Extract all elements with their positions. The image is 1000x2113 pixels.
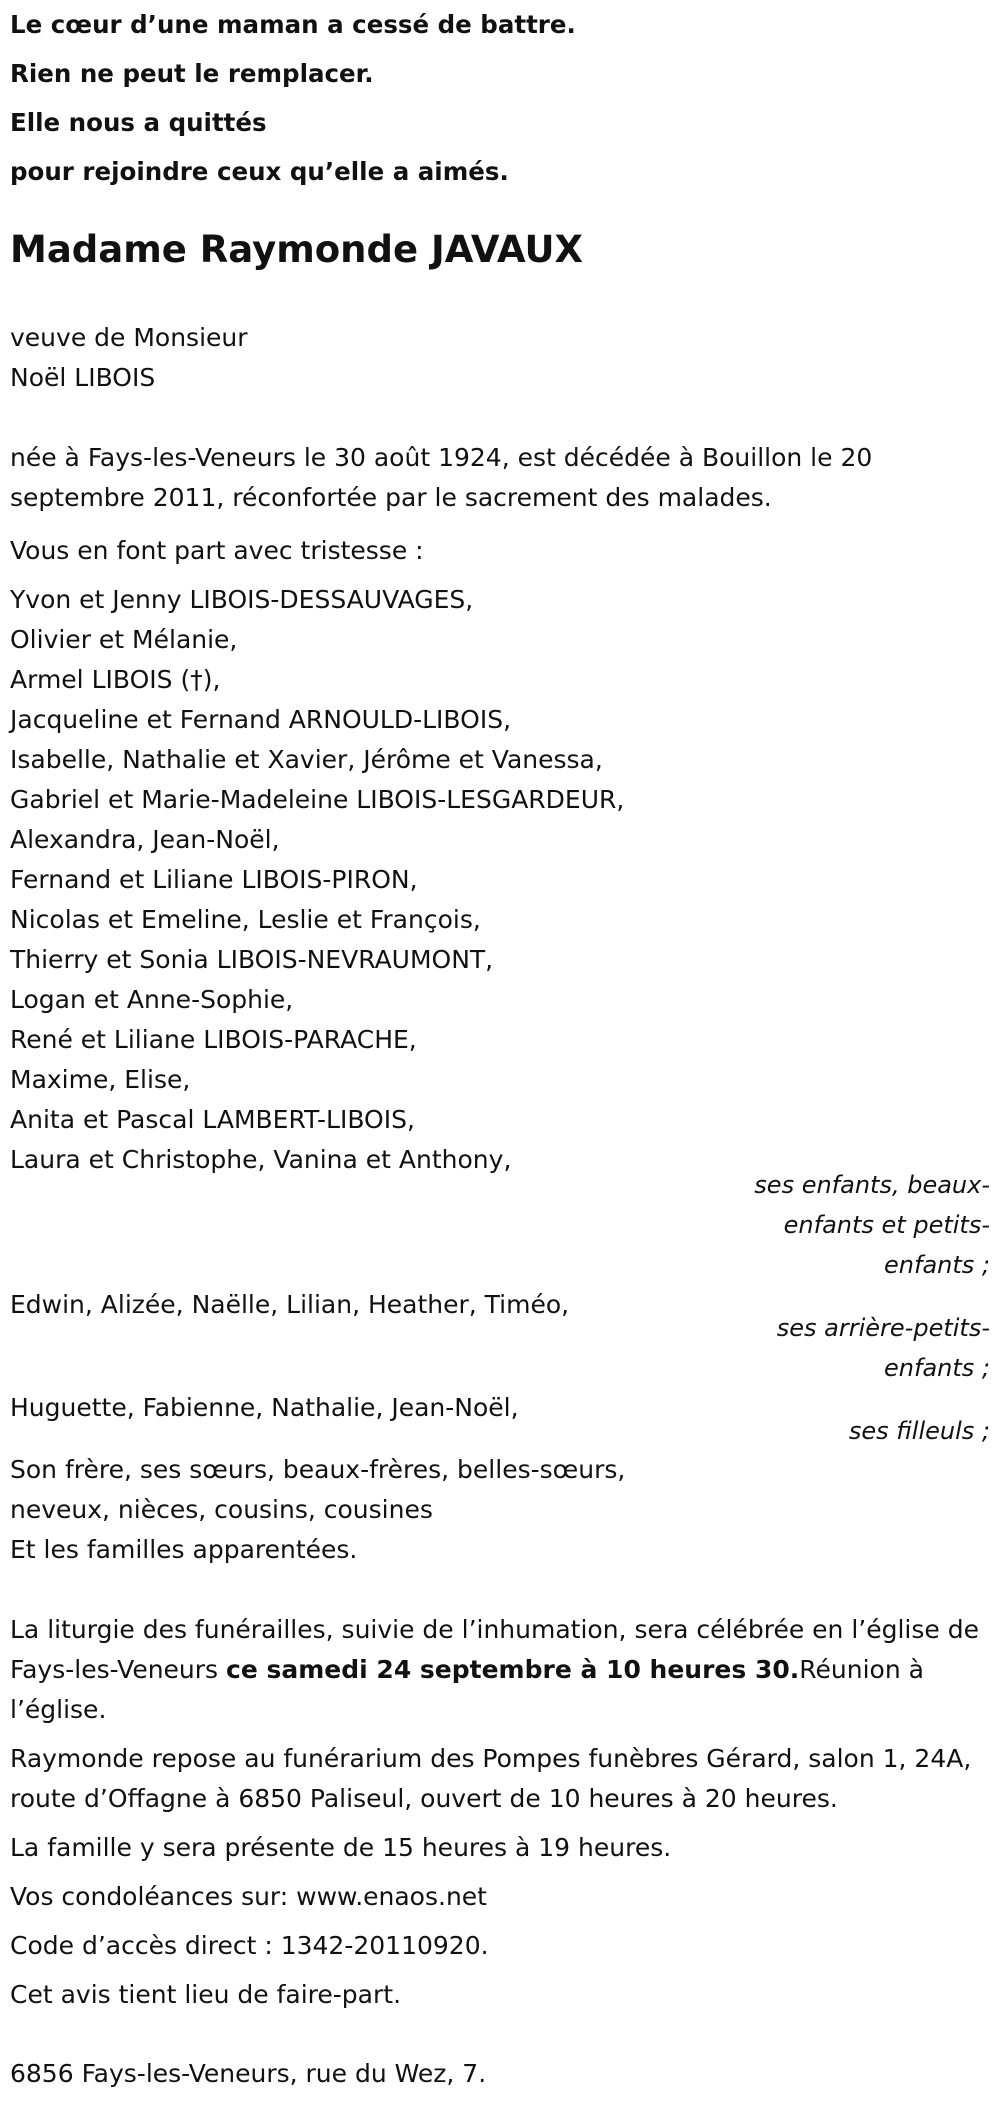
- liturgy-before: La liturgie des funérailles, suivie de l’inhumation, sera célébrée en l’église de Fays-les-Veneurs: [10, 1615, 979, 1684]
- list-item: Laura et Christophe, Vanina et Anthony,: [10, 1145, 512, 1174]
- obituary-notice: [10, 0, 990, 2088]
- access-code-text: Code d’accès direct : 1342-20110920.: [10, 1931, 489, 1960]
- liturgy-after: Réunion à l’église.: [10, 1655, 924, 1724]
- notice-text: Cet avis tient lieu de faire-part.: [10, 1980, 402, 2009]
- great-grandchildren-role: [730, 1308, 990, 1388]
- godchildren-role: ses filleuls ;: [848, 1417, 990, 1445]
- intro-line: Elle nous a quittés: [10, 108, 267, 137]
- list-item: René et Liliane LIBOIS-PARACHE,: [10, 1025, 417, 1054]
- birth-death-text: née à Fays-les-Veneurs le 30 août 1924, est décédée à Bouillon le 20 septembre 2011, réconfortée par le sacrement des malades.: [10, 443, 873, 512]
- condolences-text: Vos condoléances sur: www.enaos.net: [10, 1882, 487, 1911]
- deceased-name: Madame Raymonde JAVAUX: [10, 228, 584, 271]
- list-item: Alexandra, Jean-Noël,: [10, 825, 280, 854]
- family-line: Son frère, ses sœurs, beaux-frères, belles-sœurs,: [10, 1455, 626, 1484]
- family-line: Et les familles apparentées.: [10, 1535, 358, 1564]
- extended-family: [10, 1450, 985, 1570]
- list-item: Maxime, Elise,: [10, 1065, 191, 1094]
- list-item: Anita et Pascal LAMBERT-LIBOIS,: [10, 1105, 415, 1134]
- list-item: Yvon et Jenny LIBOIS-DESSAUVAGES,: [10, 585, 474, 614]
- children-list: [10, 580, 985, 1180]
- list-item: Fernand et Liliane LIBOIS-PIRON,: [10, 865, 418, 894]
- list-item: Thierry et Sonia LIBOIS-NEVRAUMONT,: [10, 945, 494, 974]
- list-item: Logan et Anne-Sophie,: [10, 985, 294, 1014]
- great-grandchildren-list: Edwin, Alizée, Naëlle, Lilian, Heather, Timéo,: [10, 1290, 570, 1319]
- announce-text: Vous en font part avec tristesse :: [10, 536, 424, 565]
- list-item: Olivier et Mélanie,: [10, 625, 238, 654]
- intro-verse: [10, 0, 990, 196]
- list-item: Isabelle, Nathalie et Xavier, Jérôme et Vanessa,: [10, 745, 603, 774]
- liturgy-text: [10, 1610, 985, 1730]
- address-text: 6856 Fays-les-Veneurs, rue du Wez, 7.: [10, 2059, 487, 2088]
- list-item: Armel LIBOIS (†),: [10, 665, 221, 694]
- role-line: enfants et petits-: [783, 1211, 990, 1239]
- role-line: ses arrière-petits-: [776, 1314, 990, 1342]
- role-line: enfants ;: [884, 1251, 990, 1279]
- widow-line: Noël LIBOIS: [10, 363, 156, 392]
- intro-line: Le cœur d’une maman a cessé de battre.: [10, 10, 576, 39]
- role-line: enfants ;: [884, 1354, 990, 1382]
- list-item: Nicolas et Emeline, Leslie et François,: [10, 905, 481, 934]
- children-role: [730, 1165, 990, 1285]
- widow-of: [10, 318, 985, 398]
- role-line: ses enfants, beaux-: [754, 1171, 990, 1199]
- intro-line: Rien ne peut le remplacer.: [10, 59, 374, 88]
- widow-line: veuve de Monsieur: [10, 323, 248, 352]
- family-line: neveux, nièces, cousins, cousines: [10, 1495, 433, 1524]
- presence-text: La famille y sera présente de 15 heures à 19 heures.: [10, 1833, 672, 1862]
- list-item: Jacqueline et Fernand ARNOULD-LIBOIS,: [10, 705, 512, 734]
- list-item: Gabriel et Marie-Madeleine LIBOIS-LESGARDEUR,: [10, 785, 625, 814]
- liturgy-date: ce samedi 24 septembre à 10 heures 30.: [226, 1655, 800, 1684]
- repose-text: Raymonde repose au funérarium des Pompes funèbres Gérard, salon 1, 24A, route d’Offagne à 6850 Paliseul, ouvert de 10 heures à 20 heures.: [10, 1744, 972, 1813]
- intro-line: pour rejoindre ceux qu’elle a aimés.: [10, 157, 509, 186]
- godchildren-list: Huguette, Fabienne, Nathalie, Jean-Noël,: [10, 1393, 519, 1422]
